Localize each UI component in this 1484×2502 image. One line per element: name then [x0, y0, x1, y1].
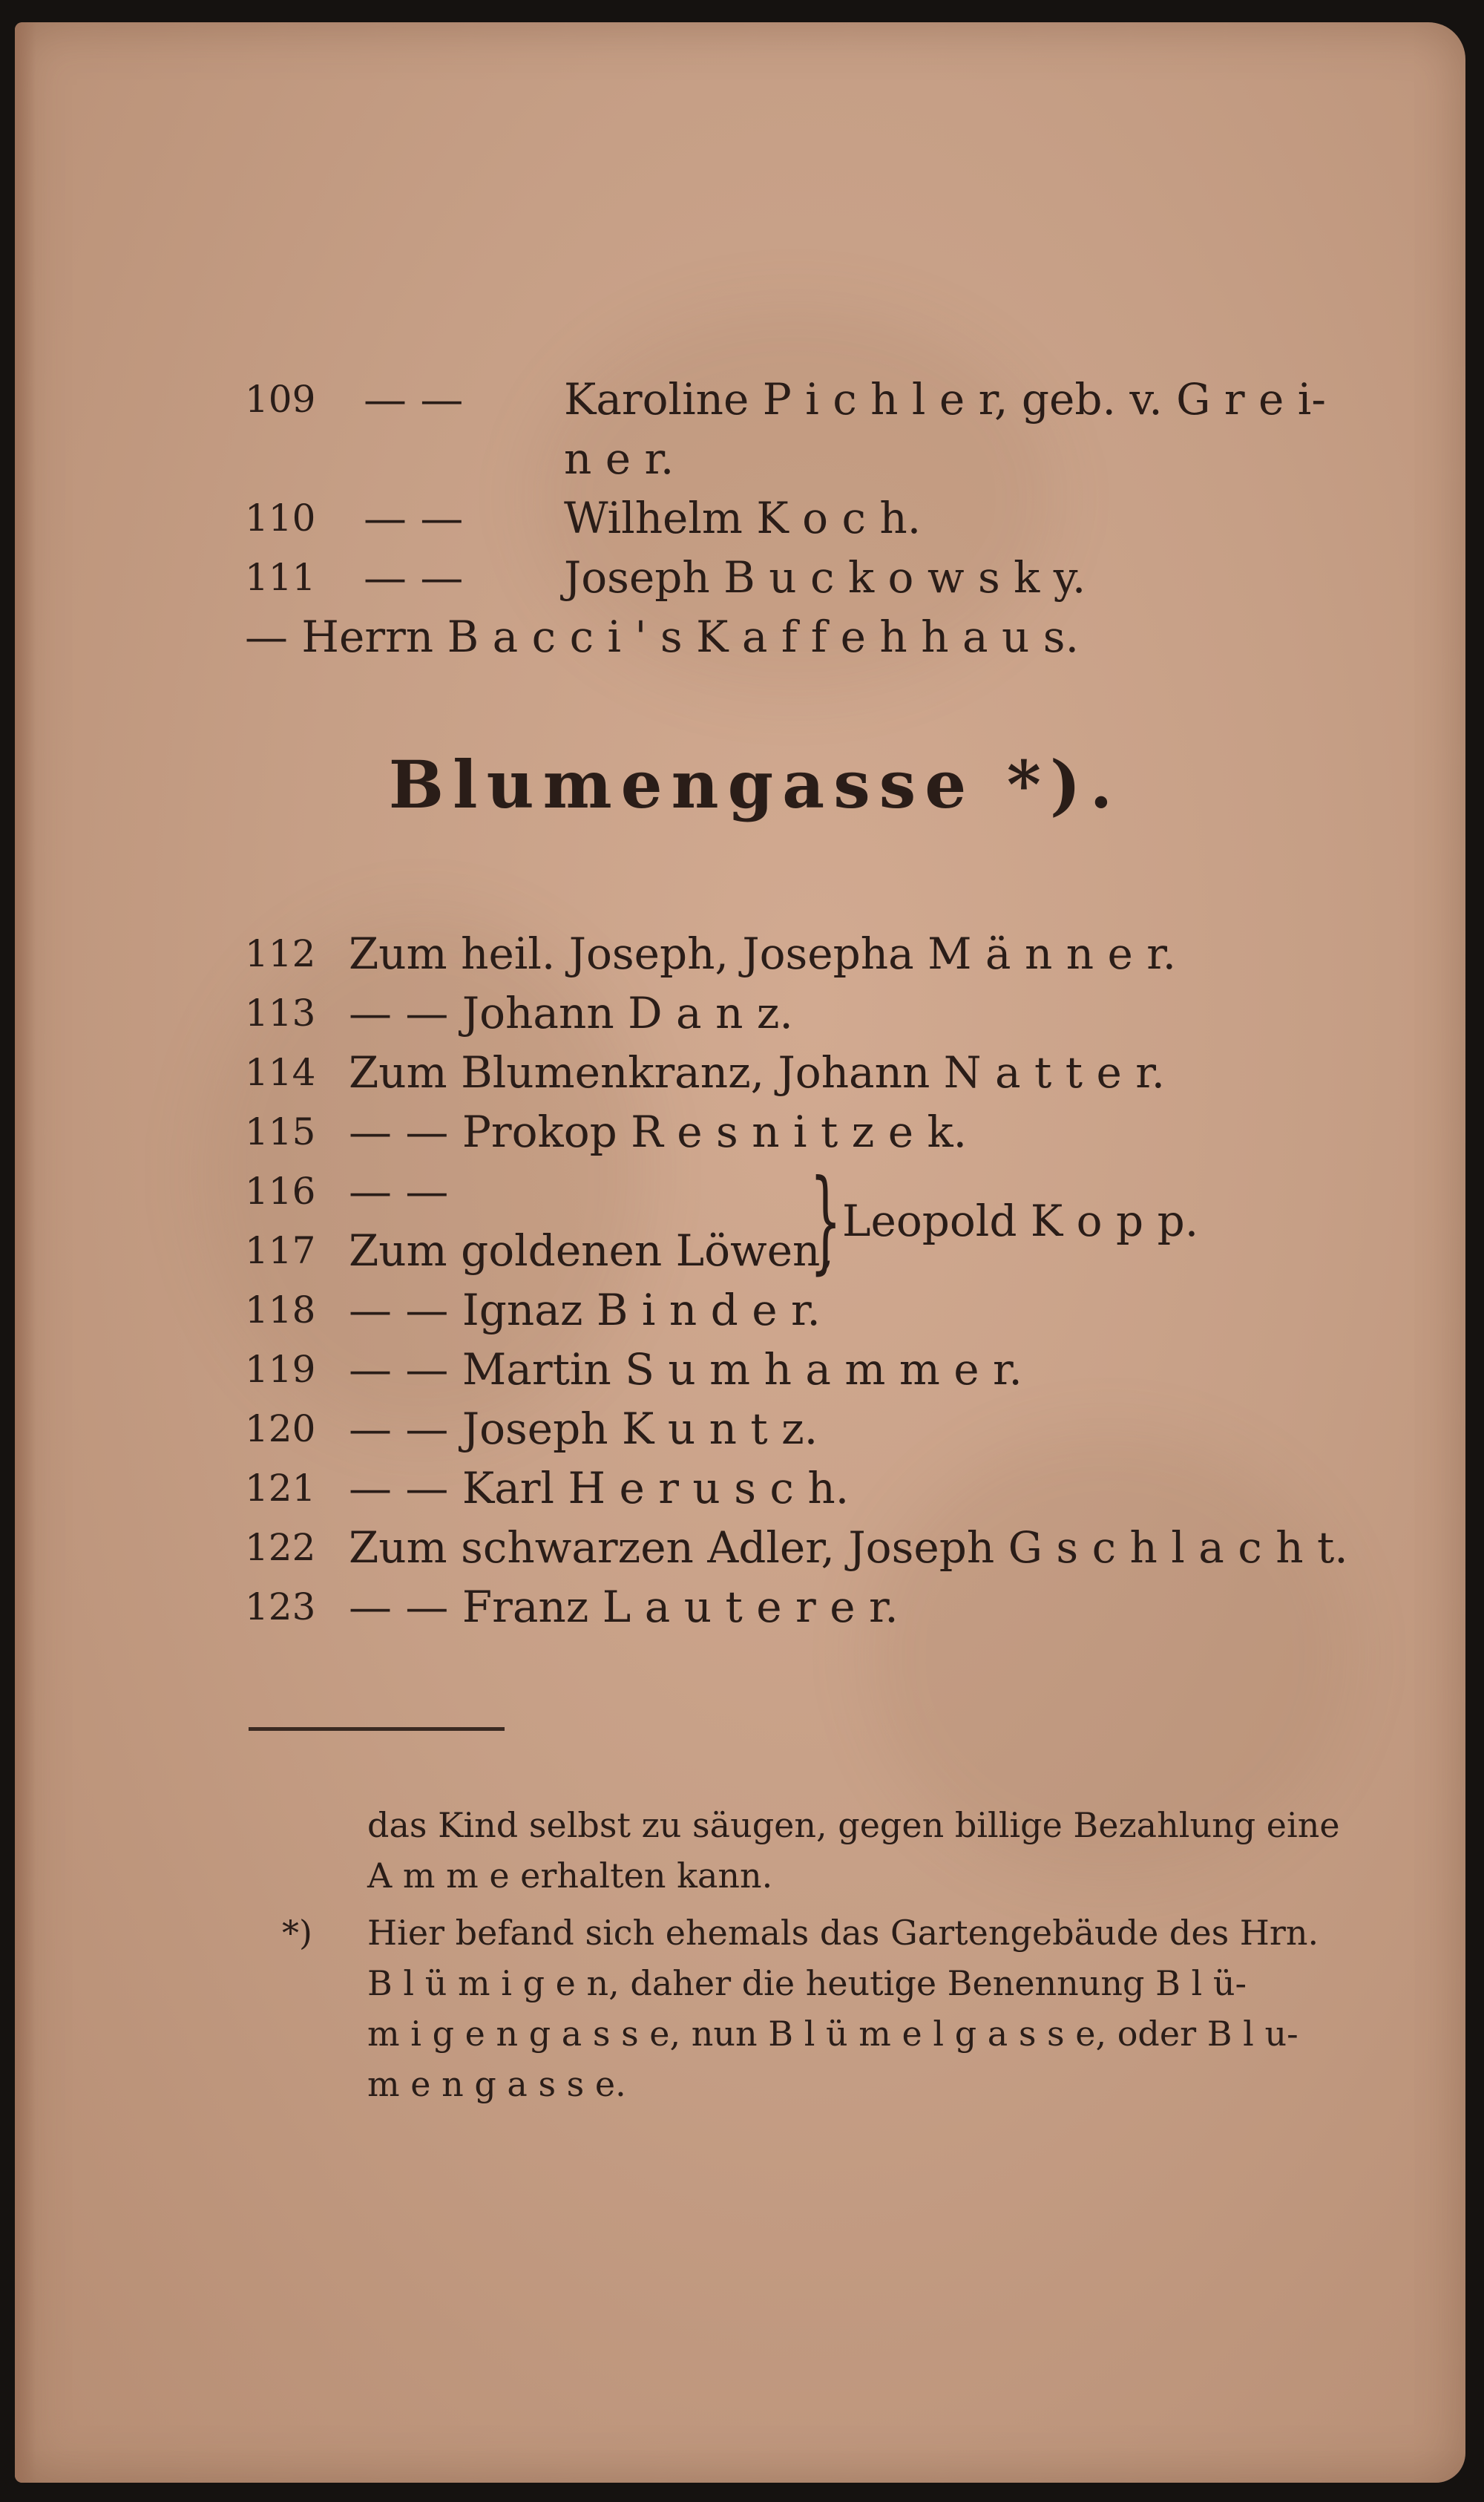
- ditto-dashes: — —: [364, 493, 464, 543]
- entry-text: Zum goldenen Löwen,: [349, 1225, 834, 1276]
- entry-text: — — Ignaz B i n d e r.: [349, 1285, 821, 1335]
- book-page: [15, 22, 1465, 2483]
- house-number: 121: [245, 1467, 316, 1510]
- entry-text: — — Prokop R e s n i t z e k.: [349, 1107, 968, 1157]
- house-number: 113: [245, 992, 316, 1035]
- house-number: 115: [245, 1110, 316, 1153]
- entry-text: — — Karl H e r u s c h.: [349, 1463, 850, 1513]
- herrn-text: — Herrn B a c c i ' s K a f f e h h a u s.: [245, 612, 1080, 662]
- resident-name: Joseph B u c k o w s k y.: [564, 552, 1086, 603]
- house-number: 118: [245, 1288, 316, 1332]
- house-number: 123: [245, 1585, 316, 1628]
- house-number: 122: [245, 1526, 316, 1569]
- entry-text: — — Martin S u m h a m m e r.: [349, 1344, 1022, 1395]
- house-number: 110: [245, 497, 316, 540]
- ditto-dashes: — —: [364, 374, 464, 425]
- resident-name-continuation: n e r.: [564, 433, 674, 484]
- house-number: 116: [245, 1170, 316, 1213]
- footnote-line: Hier befand sich ehemals das Gartengebäude des Hrn.: [367, 1913, 1319, 1953]
- herrn-entry: [245, 607, 1079, 667]
- footnote-divider: [249, 1727, 505, 1731]
- entry-text: Zum Blumenkranz, Johann N a t t e r.: [349, 1047, 1166, 1098]
- footnote-line: m i g e n g a s s e, nun B l ü m e l g a s s e, oder B l u-: [367, 2014, 1298, 2054]
- entry-text: — — Johann D a n z.: [349, 988, 793, 1038]
- house-number: 109: [245, 378, 316, 421]
- resident-name: Wilhelm K o c h.: [564, 493, 922, 543]
- brace-bracket: }: [810, 1156, 842, 1286]
- footnote-line: B l ü m i g e n, daher die heutige Benennung B l ü-: [367, 1963, 1247, 2003]
- house-number: 119: [245, 1348, 316, 1391]
- entry-text: Zum schwarzen Adler, Joseph G s c h l a c h t.: [349, 1522, 1348, 1573]
- footnote-marker: *): [282, 1913, 312, 1953]
- section-heading: Blumengasse *).: [388, 746, 1122, 823]
- resident-name: Karoline P i c h l e r, geb. v. G r e i-: [564, 374, 1326, 425]
- house-number: 112: [245, 932, 316, 975]
- shared-resident-name: Leopold K o p p.: [842, 1196, 1199, 1246]
- entry-text: — — Joseph K u n t z.: [349, 1404, 818, 1454]
- entry-text: Zum heil. Joseph, Josepha M ä n n e r.: [349, 929, 1177, 979]
- entry-text: — —: [349, 1166, 449, 1216]
- house-number: 111: [245, 556, 316, 599]
- footnote-carry-line: das Kind selbst zu säugen, gegen billige Bezahlung eine: [367, 1805, 1340, 1845]
- ditto-dashes: — —: [364, 552, 464, 603]
- footnote-line: m e n g a s s e.: [367, 2064, 626, 2104]
- house-number: 114: [245, 1051, 316, 1094]
- house-number: 120: [245, 1407, 316, 1450]
- footnote-carry-line: A m m e erhalten kann.: [367, 1856, 773, 1896]
- house-number: 117: [245, 1229, 316, 1272]
- entry-text: — — Franz L a u t e r e r.: [349, 1582, 899, 1632]
